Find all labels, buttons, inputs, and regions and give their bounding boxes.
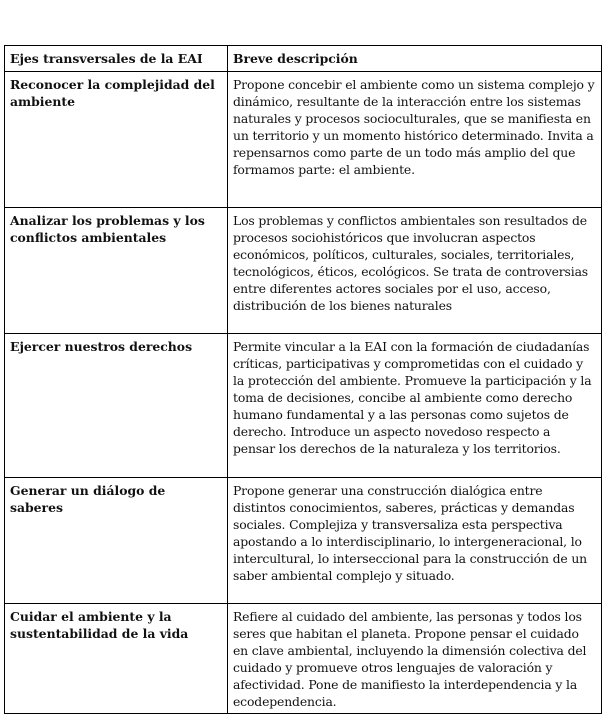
header-row — [5, 46, 602, 72]
table-row — [5, 72, 602, 208]
eai-axes-table — [4, 45, 602, 714]
description-cell: Los problemas y conflictos ambientales son resultados de procesos sociohistóricos que involucran aspectos económicos, políticos, culturales, sociales, territoriales, tecnológicos, éticos, ecológicos. Se trata de controversias entre diferentes actores sociales por el uso, acceso, distribución de los bienes naturales — [228, 208, 602, 334]
description-cell: Propone generar una construcción dialógica entre distintos conocimientos, saberes, prácticas y demandas sociales. Complejiza y transversaliza esta perspectiva apostando a lo interdisciplinario, lo intergeneracional, lo intercultural, lo interseccional para la construcción de un saber ambiental complejo y situado. — [228, 478, 602, 604]
table-row — [5, 208, 602, 334]
description-cell: Propone concebir el ambiente como un sistema complejo y dinámico, resultante de la interacción entre los sistemas naturales y procesos socioculturales, que se manifiesta en un territorio y un momento histórico determinado. Invita a repensarnos como parte de un todo más amplio del que formamos parte: el ambiente. — [228, 72, 602, 208]
table-row — [5, 478, 602, 604]
axis-cell: Analizar los problemas y los conflictos ambientales — [5, 208, 228, 334]
table-row — [5, 334, 602, 478]
description-cell: Refiere al cuidado del ambiente, las personas y todos los seres que habitan el planeta. Propone pensar el cuidado en clave ambiental, incluyendo la dimensión colectiva del cuidado y promueve otros lenguajes de valoración y afectividad. Pone de manifiesto la interdependencia y la ecodependencia. — [228, 604, 602, 714]
table-row — [5, 604, 602, 714]
header-axes: Ejes transversales de la EAI — [5, 46, 228, 72]
axis-cell: Ejercer nuestros derechos — [5, 334, 228, 478]
description-cell: Permite vincular a la EAI con la formación de ciudadanías críticas, participativas y comprometidas con el cuidado y la protección del ambiente. Promueve la participación y la toma de decisiones, concibe al ambiente como derecho humano fundamental y a las personas como sujetos de derecho. Introduce un aspecto novedoso respecto a pensar los derechos de la naturaleza y los territorios. — [228, 334, 602, 478]
axis-cell: Reconocer la complejidad del ambiente — [5, 72, 228, 208]
axis-cell: Generar un diálogo de saberes — [5, 478, 228, 604]
header-description: Breve descripción — [228, 46, 602, 72]
axis-cell: Cuidar el ambiente y la sustentabilidad de la vida — [5, 604, 228, 714]
